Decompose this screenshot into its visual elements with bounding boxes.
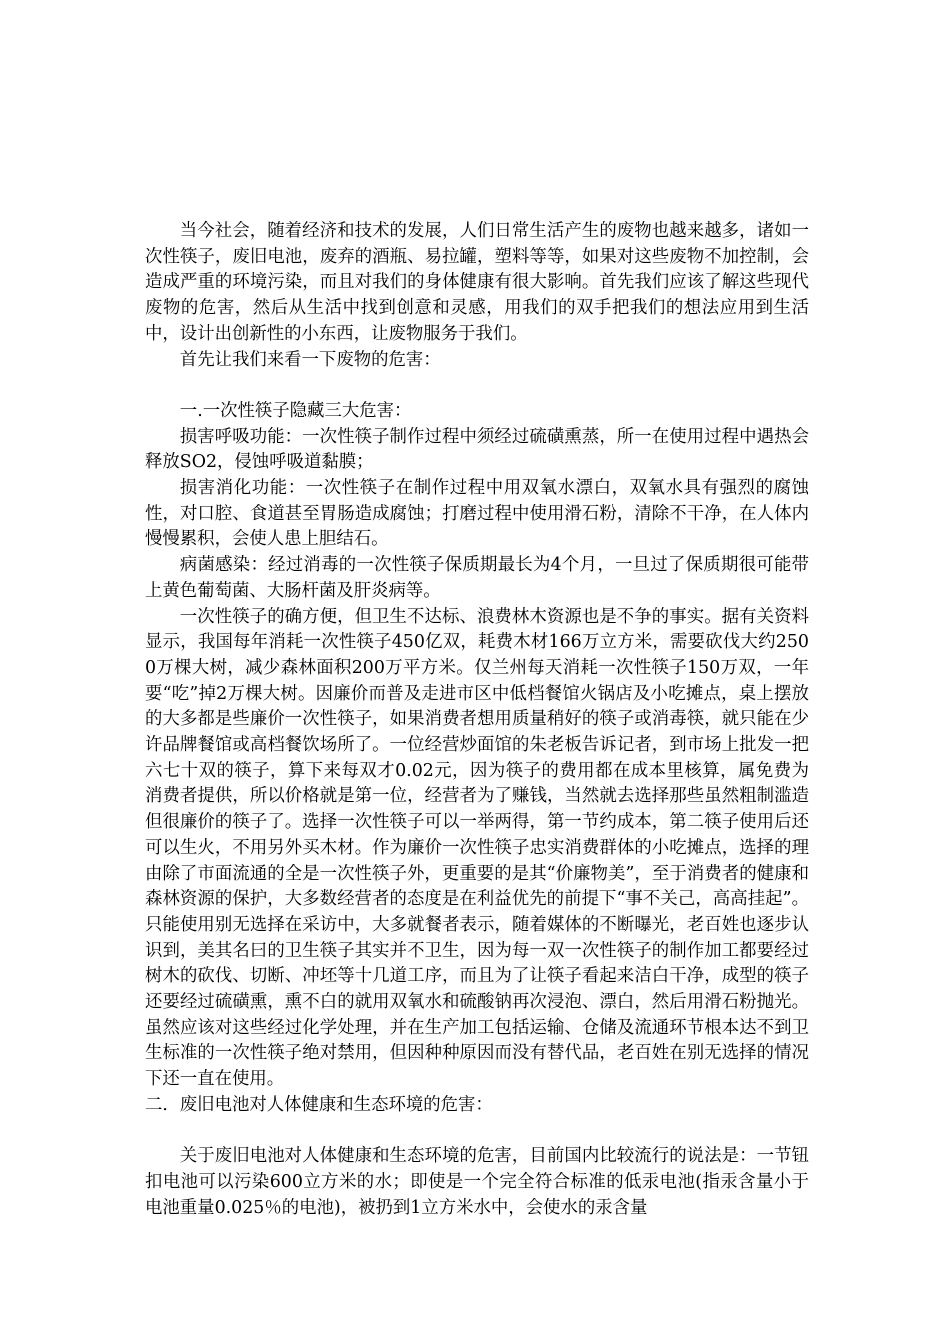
lead-paragraph: 首先让我们来看一下废物的危害： [179, 349, 441, 370]
section1-heading: 一.一次性筷子隐藏三大危害： [179, 400, 412, 421]
section2-heading: 二．废旧电池对人体健康和生态环境的危害： [145, 1094, 493, 1115]
section1-paragraph-digestive: 损害消化功能：一次性筷子在制作过程中用双氧水漂白，双氧水具有强烈的腐蚀性，对口腔、食道甚至胃肠造成腐蚀；打磨过程中使用滑石粉，清除不干净，在人体内慢慢累积，会使人患上胆结石。 [145, 478, 809, 550]
blank-line [145, 373, 809, 399]
intro-paragraph: 当今社会，随着经济和技术的发展，人们日常生活产生的废物也越来越多，诸如一次性筷子，废旧电池，废弃的酒瓶、易拉罐，塑料等等，如果对这些废物不加控制，会造成严重的环境污染，而且对我们的身体健康有很大影响。首先我们应该了解这些现代废物的危害，然后从生活中找到创意和灵感，用我们的双手把我们的想法应用到生活中，设计出创新性的小东西，让废物服务于我们。 [145, 221, 809, 344]
blank-line [145, 1119, 809, 1145]
section1-paragraph-discussion: 一次性筷子的确方便，但卫生不达标、浪费林木资源也是不争的事实。据有关资料显示，我国每年消耗一次性筷子450亿双，耗费木材166万立方米，需要砍伐大约2500万棵大树，减少森林面积200万平方米。仅兰州每天消耗一次性筷子150万双，一年要“吃”掉2万棵大树。因廉价而普及走进市区中低档餐馆火锅店及小吃摊点，桌上摆放的大多都是些廉价一次性筷子，如果消费者想用质量稍好的筷子或消毒筷，就只能在少许品牌餐馆或高档餐饮场所了。一位经营炒面馆的朱老板告诉记者，到市场上批发一把六七十双的筷子，算下来每双才0.02元，因为筷子的费用都在成本里核算，属免费为消费者提供，所以价格就是第一位，经营者为了赚钱，当然就去选择那些虽然粗制滥造但很廉价的筷子了。选择一次性筷子可以一举两得，第一节约成本，第二筷子使用后还可以生火，不用另外买木材。作为廉价一次性筷子忠实消费群体的小吃摊点，选择的理由除了市面流通的全是一次性筷子外，更重要的是其“价廉物美”，至于消费者的健康和森林资源的保护，大多数经营者的态度是在利益优先的前提下“事不关己，高高挂起”。只能使用别无选择在采访中，大多就餐者表示，随着媒体的不断曝光，老百姓也逐步认识到，美其名曰的卫生筷子其实并不卫生，因为每一双一次性筷子的制作加工都要经过树木的砍伐、切断、冲坯等十几道工序，而且为了让筷子看起来洁白干净，成型的筷子还要经过硫磺熏，熏不白的就用双氧水和硫酸钠再次浸泡、漂白，然后用滑石粉抛光。虽然应该对这些经过化学处理，并在生产加工包括运输、仓储及流通环节根本达不到卫生标准的一次性筷子绝对禁用，但因种种原因而没有替代品，老百姓在别无选择的情况下还一直在使用。 [145, 606, 809, 1090]
section1-paragraph-bacteria: 病菌感染：经过消毒的一次性筷子保质期最长为4个月，一旦过了保质期很可能带上黄色葡萄菌、大肠杆菌及肝炎病等。 [145, 555, 809, 601]
section1-paragraph-respiratory: 损害呼吸功能：一次性筷子制作过程中须经过硫磺熏蒸，所一在使用过程中遇热会释放SO2，侵蚀呼吸道黏膜； [145, 426, 809, 473]
document-body [145, 219, 809, 1221]
section2-paragraph: 关于废旧电池对人体健康和生态环境的危害，目前国内比较流行的说法是：一节钮扣电池可以污染600立方米的水；即使是一个完全符合标准的低汞电池(指汞含量小于电池重量0.025％的电池)，被扔到1立方米水中，会使水的汞含量 [145, 1146, 809, 1218]
